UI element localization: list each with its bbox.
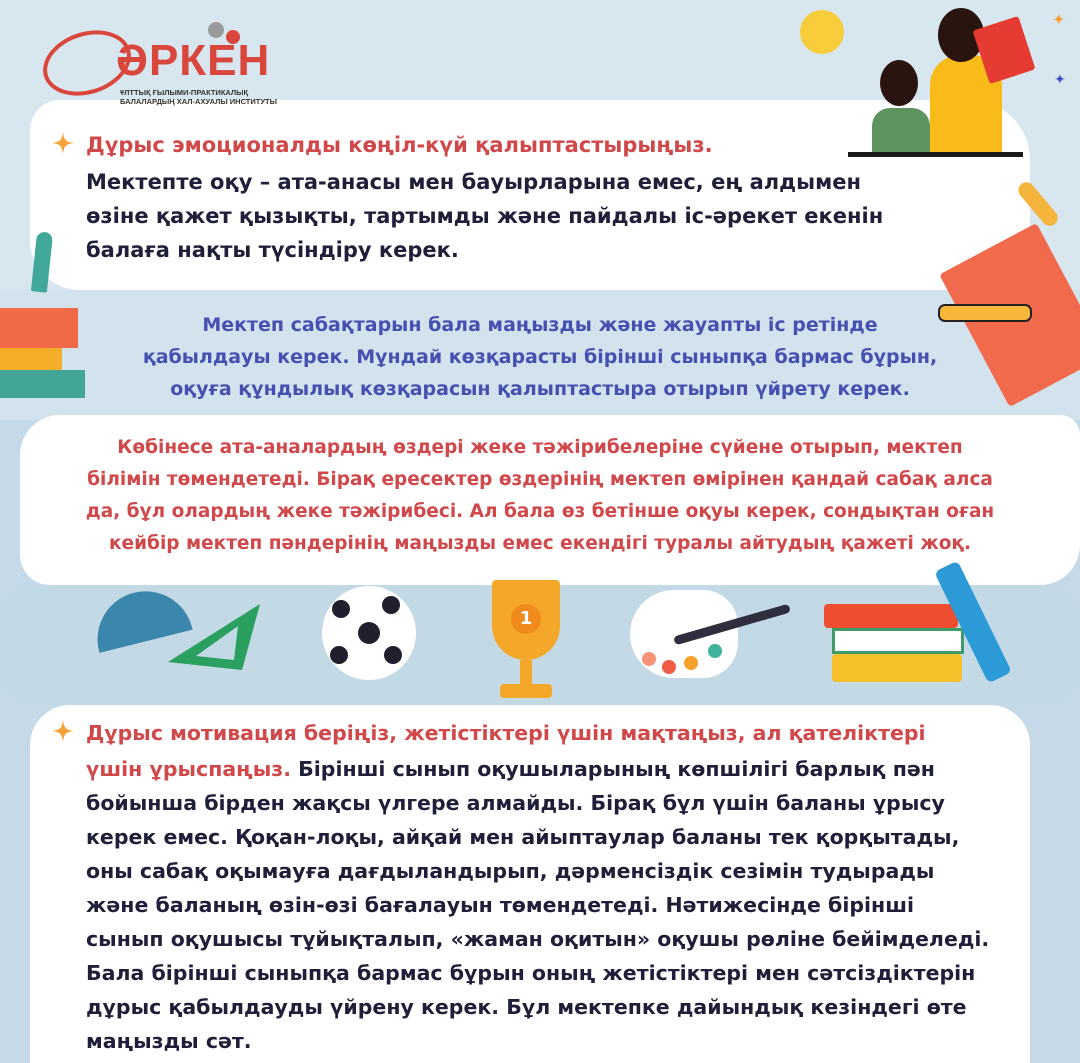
section-3-line-1: Көбінесе ата-аналардың өздері жеке тәжірибелеріне сүйене отырып, мектеп: [117, 437, 963, 458]
section-4-heading-line-2: үшін ұрыспаңыз.: [86, 757, 291, 781]
orange-star-icon: [52, 720, 74, 742]
daughter-head: [880, 60, 918, 106]
section-4-line-6: және баланың өзін-өзі бағалауын төмендетеді. Нәтижесінде бірінші: [86, 893, 915, 917]
section-3-line-3: да, бұл олардың жеке тәжірибесі. Ал бала өз бетінше оқуы керек, сондықтан оған: [85, 501, 995, 522]
section-3-line-2: білімін төмендетеді. Бірақ ересектер өздерінің мектеп өмірінен қандай сабақ алса: [87, 469, 993, 490]
daughter-figure: [872, 108, 930, 154]
section-2-line-1: Мектеп сабақтарын бала маңызды және жауапты іс ретінде: [202, 314, 878, 336]
triangle-ruler-icon: [160, 600, 264, 672]
sparkle-icon: ✦: [1054, 72, 1066, 88]
section-4-heading-line-1: Дұрыс мотивация беріңіз, жетістіктері үшін мақтаңыз, ал қателіктері: [86, 721, 926, 745]
smiley-sun-icon: [800, 10, 844, 54]
section-4-line-2: [86, 757, 935, 781]
section-1-heading: Дұрыс эмоционалды көңіл-күй қалыптастырыңыз.: [86, 133, 713, 157]
section-4-line-2-rest: Бірінші сынып оқушыларының көпшілігі барлық пән: [290, 757, 935, 781]
logo-subtitle-1: ҰЛТТЫҚ ҒЫЛЫМИ-ПРАКТИКАЛЫҚ: [120, 88, 249, 97]
desk-line: [848, 152, 1023, 157]
logo-name: ӘРКЕН: [116, 36, 271, 85]
section-1-line-2: өзіне қажет қызықты, тартымды және пайдалы іс-әрекет екенін: [86, 204, 884, 228]
sparkle-icon: ✦: [1052, 10, 1066, 29]
section-2-line-3: оқуға құндылық көзқарасын қалыптастыра отырып үйрету керек.: [170, 378, 910, 400]
books-stack-icon: [824, 604, 964, 682]
section-4-line-7: сынып оқушысы тұйықталып, «жаман оқитын» оқушы рөліне бейімделеді.: [86, 927, 990, 951]
trophy-icon: [476, 580, 576, 705]
section-4-line-5: оны сабақ оқымауға дағдыландырып, дәрменсіздік сезімін тудырады: [86, 859, 935, 883]
soccer-ball-icon: [322, 586, 416, 680]
erken-logo: [42, 22, 277, 106]
section-4-line-4: керек емес. Қоқан-лоқы, айқай мен айыптаулар баланы тек қорқытады,: [86, 825, 960, 849]
trophy-number: 1: [511, 604, 541, 634]
section-2-line-2: қабылдауы керек. Мұндай көзқарасты бірінші сыныпқа бармас бұрын,: [142, 346, 938, 368]
section-1-line-3: балаға нақты түсіндіру керек.: [86, 238, 459, 262]
section-3-line-4: кейбір мектеп пәндерінің маңызды емес екендігі туралы айтудың қажеті жоқ.: [108, 533, 972, 554]
logo-subtitle-2: БАЛАЛАРДЫҢ ХАЛ-АХУАЛЫ ИНСТИТУТЫ: [120, 97, 277, 106]
section-4-line-8: Бала бірінші сыныпқа бармас бұрын оның жетістіктері мен сәтсіздіктерін: [86, 961, 976, 985]
mother-daughter-illustration: [790, 0, 1080, 160]
section-1-line-1: Мектепте оқу – ата-анасы мен бауырларына емес, ең алдымен: [86, 170, 862, 194]
section-4-line-9: дұрыс қабылдауды үйрену керек. Бұл мектепке дайындық кезіндегі өте: [86, 995, 967, 1019]
section-4-line-3: бойынша бірден жақсы үлгере алмайды. Бірақ бұл үшін баланы ұрысу: [86, 791, 945, 815]
orange-star-icon: [52, 132, 74, 154]
section-4-line-10: маңызды сәт.: [86, 1029, 252, 1053]
